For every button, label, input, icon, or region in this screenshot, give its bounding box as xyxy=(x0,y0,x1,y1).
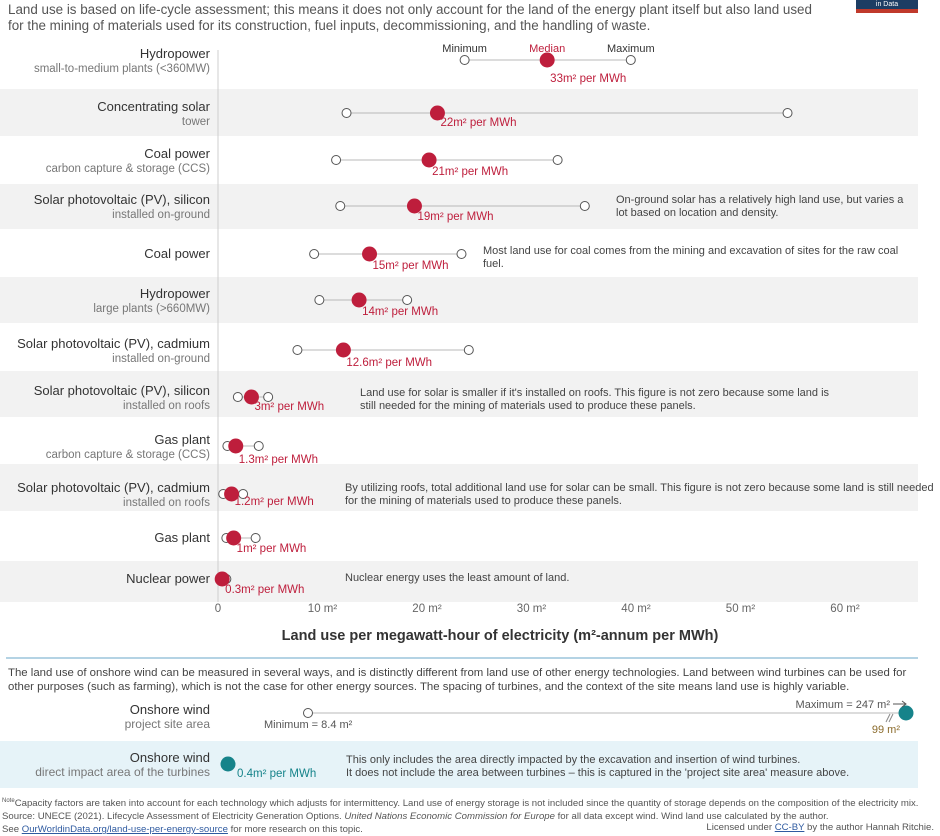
min-point xyxy=(342,109,351,118)
median-label: 22m² per MWh xyxy=(440,117,517,129)
row-label: Solar photovoltaic (PV), silicon xyxy=(33,192,210,207)
median-label: 19m² per MWh xyxy=(417,211,494,223)
row-sublabel: installed on-ground xyxy=(112,209,210,221)
row-sublabel: small-to-medium plants (<360MW) xyxy=(33,63,210,75)
row-sublabel: carbon capture & storage (CCS) xyxy=(45,163,210,175)
median-point xyxy=(336,343,351,358)
owid-link[interactable]: OurWorldinData.org/land-use-per-energy-source xyxy=(21,824,228,836)
footer-source: Source: UNECE (2021). Lifecycle Assessment of Electricity Generation Options. United Nations Economic Commission for Europe for all data except wind. Wind land use calculated by the author. xyxy=(2,811,829,823)
row-label: Hydropower xyxy=(139,46,210,61)
max-point xyxy=(464,346,473,355)
x-tick-label: 30 m² xyxy=(516,603,547,615)
wind-median-label: 99 m² xyxy=(871,724,900,736)
x-tick-label: 20 m² xyxy=(412,603,442,615)
x-tick-label: 10 m² xyxy=(307,603,338,615)
wind-direct-point xyxy=(221,757,236,772)
wind-min-point xyxy=(304,709,313,718)
min-point xyxy=(332,156,341,165)
wind-direct-label: 0.4m² per MWh xyxy=(237,768,317,780)
median-label: 15m² per MWh xyxy=(372,260,449,272)
row-label: Solar photovoltaic (PV), cadmium xyxy=(17,336,210,351)
row-label: Solar photovoltaic (PV), cadmium xyxy=(17,480,210,495)
median-label: 1.3m² per MWh xyxy=(238,454,319,466)
median-label: 1m² per MWh xyxy=(236,543,307,555)
row-annotation: Land use for solar is smaller if it's installed on roofs. This figure is not zero because some land is still needed for the mining of materials used to produce these panels. xyxy=(360,387,830,412)
median-label: 21m² per MWh xyxy=(432,166,509,178)
row-label: Nuclear power xyxy=(126,571,210,586)
wind-min-label: Minimum = 8.4 m² xyxy=(264,719,353,731)
license-link[interactable]: CC-BY xyxy=(774,822,805,833)
wind-direct-sub: direct impact area of the turbines xyxy=(35,765,210,779)
wind-project-name: Onshore wind xyxy=(129,702,210,717)
min-point xyxy=(336,202,345,211)
wind-direct-name: Onshore wind xyxy=(129,750,210,765)
min-point xyxy=(315,296,324,305)
legend-minimum: Minimum xyxy=(442,43,487,55)
wind-description: The land use of onshore wind can be measured in several ways, and is distinctly different from land use of other energy technologies. Land between wind turbines can be used for other purposes (such as farming), which is not the case for other energy sources. The spacing of turbines, and the context of the site means land use is highly variable. xyxy=(8,667,907,693)
row-sublabel: tower xyxy=(181,116,210,128)
footer-note: $^{Note}$Capacity factors are taken into account for each technology which adjusts for intermittency. Land use of energy storage is not included since the quantity of storage depends on the composition of the electricity mix. xyxy=(2,798,919,810)
min-point xyxy=(233,393,242,402)
min-point xyxy=(293,346,302,355)
row-annotation: Most land use for coal comes from the mining and excavation of sites for the raw coal fuel. xyxy=(483,245,899,270)
x-tick-label: 60 m² xyxy=(830,603,860,615)
median-label: 0.3m² per MWh xyxy=(225,584,305,596)
median-point xyxy=(228,439,243,454)
wind-project-sub: project site area xyxy=(124,717,210,731)
row-sublabel: installed on-ground xyxy=(112,353,210,365)
max-point xyxy=(254,442,263,451)
row-band xyxy=(0,277,918,323)
row-annotation: Nuclear energy uses the least amount of land. xyxy=(345,572,570,584)
row-sublabel: large plants (>660MW) xyxy=(93,303,210,315)
footer-see: See OurWorldinData.org/land-use-per-energy-source for more research on this topic. xyxy=(2,824,363,836)
legend-median: Median xyxy=(529,43,566,55)
max-point xyxy=(553,156,562,165)
wind-median-point xyxy=(899,706,914,721)
row-label: Hydropower xyxy=(139,286,210,301)
wind-max-label: Maximum = 247 m² xyxy=(795,699,890,711)
x-axis-title: Land use per megawatt-hour of electricity (m²-annum per MWh) xyxy=(281,628,719,644)
row-label: Solar photovoltaic (PV), silicon xyxy=(33,383,210,398)
median-label: 12.6m² per MWh xyxy=(346,357,433,369)
row-sublabel: installed on roofs xyxy=(123,497,210,509)
row-sublabel: installed on roofs xyxy=(123,400,210,412)
row-annotation: By utilizing roofs, total additional land use for solar can be small. This figure is not zero because some land is still needed for the mining of materials used to produce these panels. xyxy=(345,482,934,507)
max-point xyxy=(403,296,412,305)
max-point xyxy=(626,56,635,65)
axis-break-icon xyxy=(886,714,893,722)
median-label: 1.2m² per MWh xyxy=(234,496,314,508)
min-point xyxy=(460,56,469,65)
median-label: 14m² per MWh xyxy=(362,306,439,318)
row-sublabel: carbon capture & storage (CCS) xyxy=(45,449,210,461)
median-label: 3m² per MWh xyxy=(254,401,325,413)
footer-notes xyxy=(2,795,938,836)
max-point xyxy=(580,202,589,211)
max-point xyxy=(783,109,792,118)
x-tick-label: 50 m² xyxy=(725,603,756,615)
x-tick-label: 40 m² xyxy=(621,603,651,615)
max-point xyxy=(457,250,466,259)
footer-license: Licensed under CC-BY by the author Hannah Ritchie. xyxy=(706,822,934,833)
median-label: 33m² per MWh xyxy=(550,73,627,85)
wind-direct-note: This only includes the area directly impacted by the excavation and insertion of wind turbines. It does not include the area between turbines – this is captured in the 'project site area' measure above. xyxy=(346,754,850,779)
row-label: Gas plant xyxy=(154,530,210,545)
owid-logo[interactable]: in Data xyxy=(856,0,918,13)
max-point xyxy=(251,534,260,543)
min-point xyxy=(310,250,319,259)
row-label: Coal power xyxy=(144,246,210,261)
x-tick-label: 0 xyxy=(214,603,222,615)
row-label: Concentrating solar xyxy=(97,99,210,114)
row-annotation: On-ground solar has a relatively high land use, but varies a lot based on location and density. xyxy=(616,194,904,219)
row-label: Gas plant xyxy=(154,432,210,447)
intro-text: Land use is based on life-cycle assessment; this means it does not only account for the land of the energy plant itself but also land used for the mining of materials used for its construction, fuel inputs, decommissioning, and the handling of waste. xyxy=(8,2,812,33)
row-label: Coal power xyxy=(144,146,210,161)
legend-maximum: Maximum xyxy=(606,43,655,55)
